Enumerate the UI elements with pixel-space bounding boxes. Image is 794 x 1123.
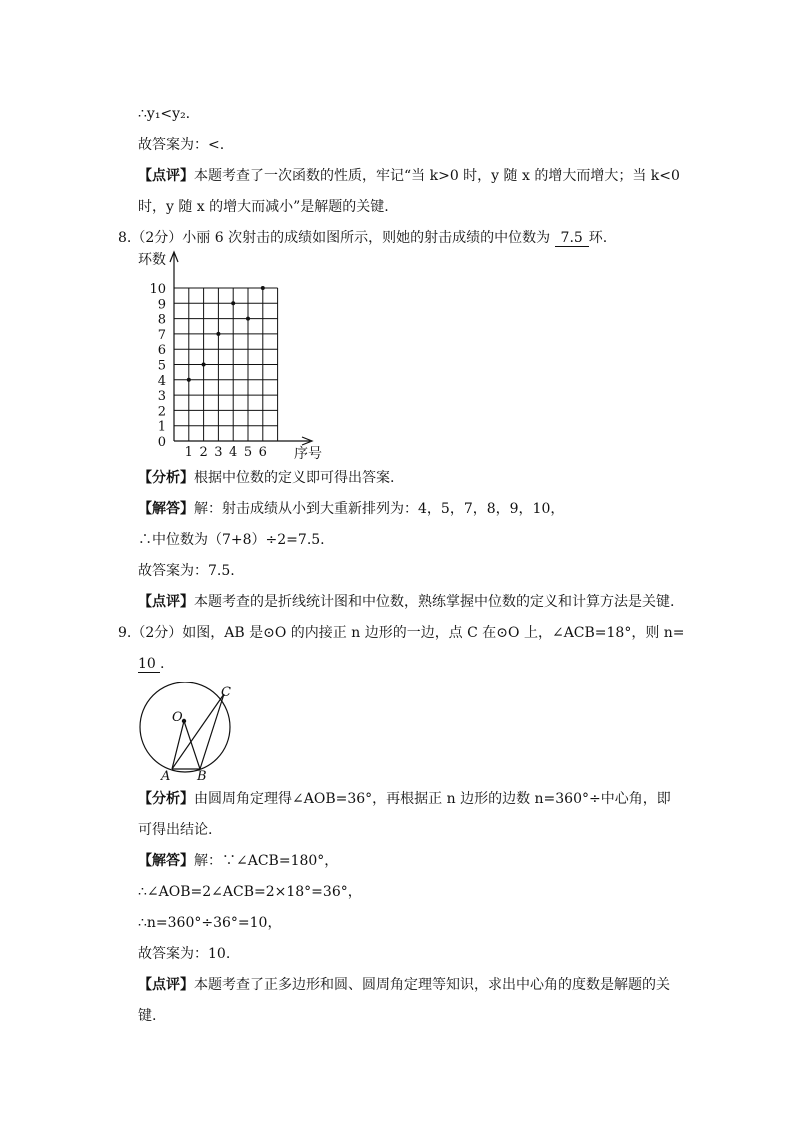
x-tick-label: 1 xyxy=(184,445,193,460)
analysis-tag: 【分析】 xyxy=(138,470,194,486)
y-tick-label: 0 xyxy=(157,435,166,450)
comment-tag: 【点评】 xyxy=(138,594,194,610)
data-point xyxy=(187,378,191,382)
y-tick-label: 6 xyxy=(157,343,166,359)
comment-tag: 【点评】 xyxy=(138,168,194,184)
y-tick-label: 5 xyxy=(157,358,166,374)
solution-text: 解：射击成绩从小到大重新排列为：4，5，7，8，9，10， xyxy=(194,501,565,517)
segment-ob xyxy=(184,721,200,769)
data-point xyxy=(246,317,250,321)
q9-solution-aob: ∴∠AOB=2∠ACB=2×18°=36°， xyxy=(138,884,362,900)
q9-analysis xyxy=(138,789,671,809)
q8-solution-answer: 故答案为：7.5. xyxy=(138,563,235,579)
x-tick-label: 3 xyxy=(214,445,223,460)
y-tick-label: 3 xyxy=(157,389,166,405)
data-point xyxy=(261,286,265,290)
data-point xyxy=(216,332,220,336)
prev-answer: 故答案为：<. xyxy=(138,137,225,153)
q9-stem-end: . xyxy=(160,656,165,672)
chart-axes xyxy=(170,252,312,445)
q8-stem-text: 8.（2分）小丽 6 次射击的成绩如图所示，则她的射击成绩的中位数为 xyxy=(118,230,551,246)
x-tick-label: 5 xyxy=(243,445,253,460)
chart-y-ticks xyxy=(149,282,166,450)
y-tick-label: 7 xyxy=(157,327,166,343)
x-tick-label: 4 xyxy=(229,445,238,460)
data-point xyxy=(202,363,206,367)
q8-solution xyxy=(138,499,564,519)
y-tick-label: 8 xyxy=(157,312,166,328)
q9-solution-n: ∴n=360°÷36°=10， xyxy=(138,915,282,931)
y-tick-label: 2 xyxy=(157,404,166,420)
comment-text: 本题考查了一次函数的性质，牢记“当 k>0 时，y 随 x 的增大而增大；当 k<0 xyxy=(194,168,680,184)
q9-answer-line xyxy=(138,654,164,674)
q8-analysis xyxy=(138,468,394,488)
analysis-text: 根据中位数的定义即可得出答案. xyxy=(194,470,395,486)
comment-tag: 【点评】 xyxy=(138,977,194,993)
chart-x-ticks xyxy=(185,445,267,460)
solution-text: 解：∵∠ACB=180°， xyxy=(194,853,339,869)
y-tick-label: 4 xyxy=(157,373,166,389)
q9-analysis-cont: 可得出结论. xyxy=(138,822,213,838)
q9-stem: 9.（2分）如图，AB 是⊙O 的内接正 n 边形的一边，点 C 在⊙O 上，∠ACB=18°，则 n= xyxy=(118,625,685,641)
q8-solution-median: ∴中位数为（7+8）÷2=7.5. xyxy=(138,532,325,548)
label-c: C xyxy=(221,685,231,700)
chart-grid xyxy=(174,288,278,441)
chart-y-axis-label: 环数 xyxy=(138,252,166,268)
q9-circle-figure xyxy=(134,682,244,782)
x-tick-label: 2 xyxy=(199,445,208,460)
solution-tag: 【解答】 xyxy=(138,501,194,517)
q9-solution-answer: 故答案为：10. xyxy=(138,946,231,962)
chart-x-axis-label: 序号 xyxy=(294,446,322,462)
comment-text: 本题考查的是折线统计图和中位数，熟练掌握中位数的定义和计算方法是关键. xyxy=(194,594,675,610)
y-tick-label: 9 xyxy=(157,297,166,313)
label-a: A xyxy=(161,769,171,782)
circle-o xyxy=(140,682,230,772)
segment-oa xyxy=(172,721,184,769)
y-tick-label: 1 xyxy=(157,419,166,435)
q8-stem-suffix: 环. xyxy=(588,230,608,246)
y-tick-label: 10 xyxy=(149,282,166,297)
prev-comment-cont: 时，y 随 x 的增大而减小”是解题的关键. xyxy=(138,199,389,215)
q8-comment xyxy=(138,592,674,612)
q9-comment xyxy=(138,975,670,995)
comment-text: 本题考查了正多边形和圆、圆周角定理等知识，求出中心角的度数是解题的关 xyxy=(194,977,670,993)
prev-conclusion: ∴y₁<y₂. xyxy=(138,106,191,122)
analysis-tag: 【分析】 xyxy=(138,791,194,807)
q8-stem xyxy=(118,228,607,248)
segment-ac xyxy=(172,694,224,769)
q8-chart xyxy=(130,248,330,463)
segment-bc xyxy=(200,694,224,769)
label-b: B xyxy=(197,769,207,782)
q9-solution xyxy=(138,851,338,871)
q9-answer-blank: 10 xyxy=(138,656,160,673)
analysis-text: 由圆周角定理得∠AOB=36°，再根据正 n 边形的边数 n=360°÷中心角，即 xyxy=(194,791,671,807)
label-o: O xyxy=(172,710,183,725)
x-tick-label: 6 xyxy=(258,445,267,460)
solution-tag: 【解答】 xyxy=(138,853,194,869)
data-point xyxy=(231,301,235,305)
q9-comment-cont: 键. xyxy=(138,1008,157,1024)
q8-answer-blank: 7.5 xyxy=(555,230,589,247)
prev-comment xyxy=(138,166,680,186)
